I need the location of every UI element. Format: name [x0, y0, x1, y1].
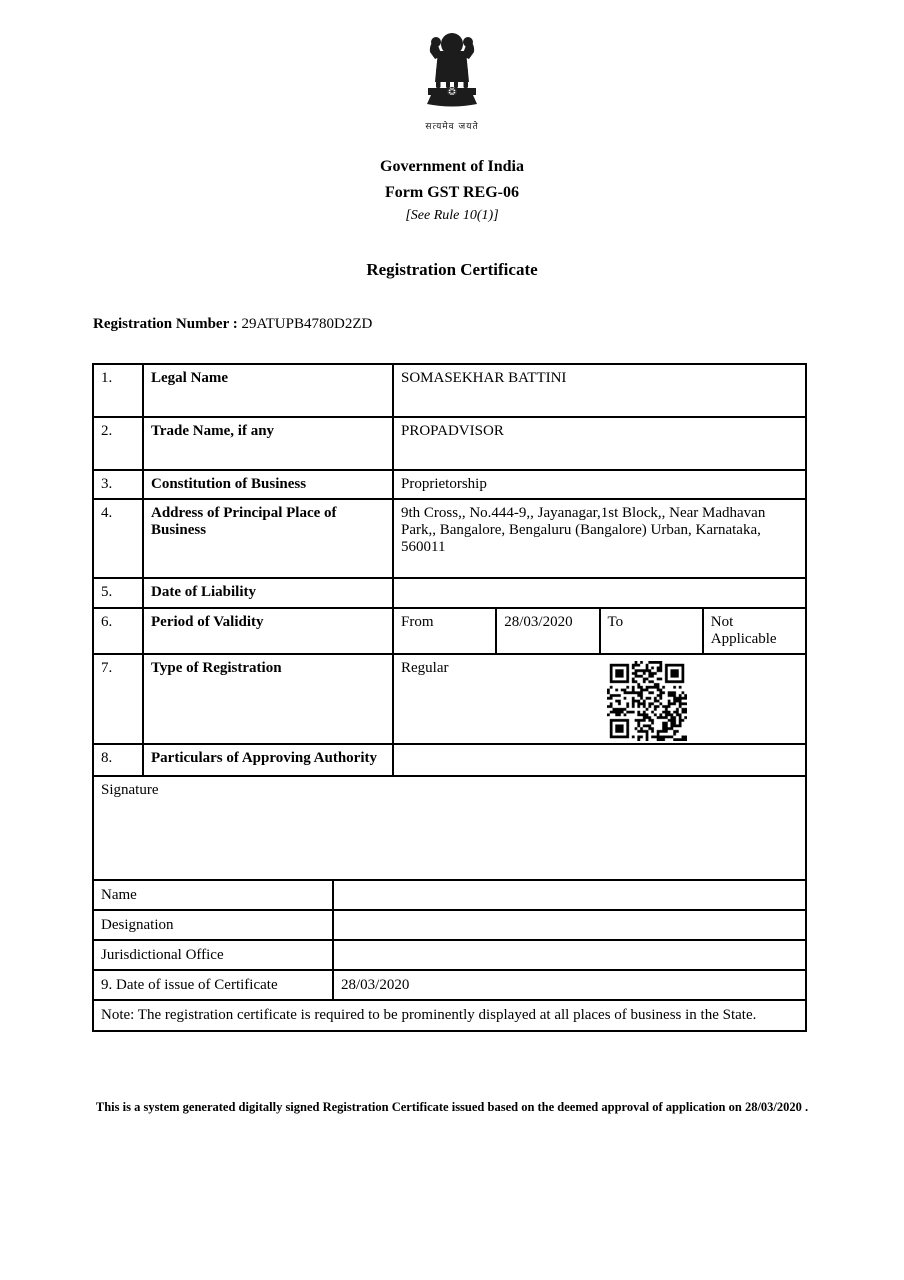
label-cell: Particulars of Approving Authority	[143, 744, 393, 776]
jurisdiction-value	[333, 940, 806, 970]
serial-cell: 1.	[93, 364, 143, 417]
form-title: Form GST REG-06	[385, 184, 519, 201]
label-cell: Legal Name	[143, 364, 393, 417]
value-cell	[393, 744, 806, 776]
value-cell: Proprietorship	[393, 470, 806, 499]
issue-date-value: 28/03/2020	[333, 970, 806, 1000]
value-cell: 9th Cross,, No.444-9,, Jayanagar,1st Block,, Near Madhavan Park,, Bangalore, Bengaluru (Bangalore) Urban, Karnataka, 560011	[393, 499, 806, 578]
table-row	[93, 940, 806, 970]
table-row	[93, 608, 806, 654]
table-row	[93, 578, 806, 608]
serial-cell: 6.	[93, 608, 143, 654]
certificate-table	[92, 363, 807, 777]
emblem-block	[0, 26, 904, 132]
serial-cell: 5.	[93, 578, 143, 608]
table-row	[93, 744, 806, 776]
note-cell: Note: The registration certificate is required to be prominently displayed at all places of business in the State.	[93, 1000, 806, 1031]
serial-cell: 2.	[93, 417, 143, 470]
signature-label: Signature	[101, 782, 159, 798]
emblem-of-india-icon	[421, 26, 483, 112]
label-cell: Period of Validity	[143, 608, 393, 654]
serial-cell: 3.	[93, 470, 143, 499]
jurisdiction-label: Jurisdictional Office	[93, 940, 333, 970]
system-generated-note: This is a system generated digitally signed Registration Certificate issued based on the deemed approval of application on 28/03/2020 .	[95, 1100, 809, 1114]
table-row	[93, 1000, 806, 1031]
qr-code	[607, 661, 687, 741]
name-value	[333, 880, 806, 910]
table-row	[93, 499, 806, 578]
label-cell: Trade Name, if any	[143, 417, 393, 470]
registration-type-value: Regular	[401, 660, 449, 676]
table-row	[93, 470, 806, 499]
signature-box	[92, 775, 807, 881]
authority-table	[92, 879, 807, 1032]
table-row	[93, 654, 806, 744]
value-cell	[393, 654, 806, 744]
value-cell: SOMASEKHAR BATTINI	[393, 364, 806, 417]
label-cell: Constitution of Business	[143, 470, 393, 499]
name-label: Name	[93, 880, 333, 910]
validity-to-value: Not Applicable	[703, 608, 806, 654]
designation-label: Designation	[93, 910, 333, 940]
registration-number-value: 29ATUPB4780D2ZD	[241, 316, 373, 332]
label-cell: Address of Principal Place of Business	[143, 499, 393, 578]
table-row	[93, 417, 806, 470]
value-cell: PROPADVISOR	[393, 417, 806, 470]
table-row	[93, 910, 806, 940]
validity-to-label: To	[600, 608, 703, 654]
validity-from-value: 28/03/2020	[496, 608, 599, 654]
label-cell: Type of Registration	[143, 654, 393, 744]
emblem-motto: सत्यमेव जयते	[425, 122, 479, 132]
table-row	[93, 880, 806, 910]
rule-reference: [See Rule 10(1)]	[405, 208, 499, 223]
serial-cell: 4.	[93, 499, 143, 578]
issue-date-label: 9. Date of issue of Certificate	[93, 970, 333, 1000]
registration-number-line	[93, 316, 904, 333]
registration-number-label: Registration Number :	[93, 316, 238, 332]
value-cell	[393, 578, 806, 608]
government-title: Government of India	[380, 158, 524, 175]
serial-cell: 8.	[93, 744, 143, 776]
certificate-title: Registration Certificate	[366, 260, 538, 279]
serial-cell: 7.	[93, 654, 143, 744]
validity-from-label: From	[393, 608, 496, 654]
table-row	[93, 970, 806, 1000]
label-cell: Date of Liability	[143, 578, 393, 608]
designation-value	[333, 910, 806, 940]
table-row	[93, 364, 806, 417]
